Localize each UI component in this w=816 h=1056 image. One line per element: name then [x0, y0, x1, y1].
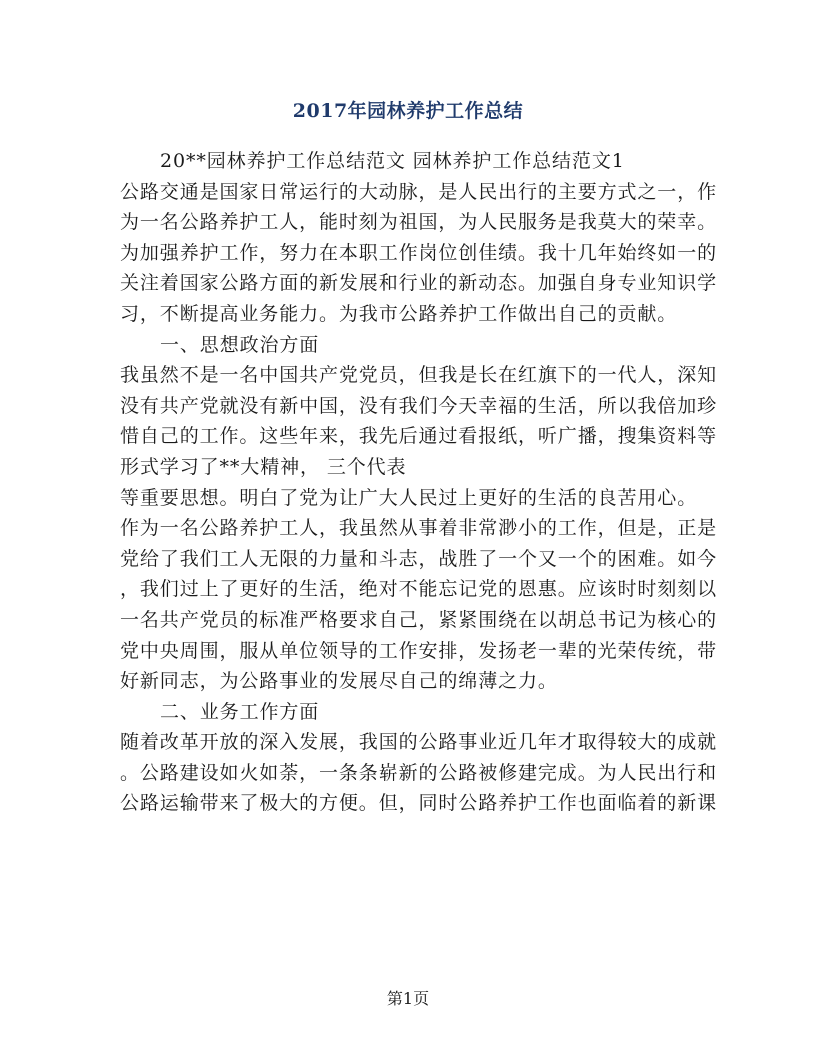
paragraph-line: 作为一名公路养护工人，我虽然从事着非常渺小的工作，但是，正是 — [120, 517, 718, 540]
paragraph-line: 。公路建设如火如荼，一条条崭新的公路被修建完成。为人民出行和 — [120, 761, 718, 784]
paragraph-line: 为加强养护工作，努力在本职工作岗位创佳绩。我十几年始终如一的 — [120, 241, 718, 264]
paragraph-line: 为一名公路养护工人，能时刻为祖国，为人民服务是我莫大的荣幸。 — [120, 211, 718, 234]
paragraph-line: 党给了我们工人无限的力量和斗志，战胜了一个又一个的困难。如今 — [120, 547, 718, 570]
paragraph-line: ，我们过上了更好的生活，绝对不能忘记党的恩惠。应该时时刻刻以 — [120, 578, 718, 601]
paragraph-line: 好新同志，为公路事业的发展尽自己的绵薄之力。 — [120, 670, 558, 693]
paragraph-line: 随着改革开放的深入发展，我国的公路事业近几年才取得较大的成就 — [120, 731, 718, 754]
paragraph-line: 惜自己的工作。这些年来，我先后通过看报纸，听广播，搜集资料等 — [120, 425, 718, 448]
paragraph-line: 我虽然不是一名中国共产党党员，但我是长在红旗下的一代人，深知 — [120, 364, 718, 387]
paragraph-line: 一名共产党员的标准严格要求自己，紧紧围绕在以胡总书记为核心的 — [120, 608, 718, 631]
page-number: 第1页 — [386, 989, 430, 1008]
paragraph-line: 20**园林养护工作总结范文 园林养护工作总结范文1 — [160, 150, 625, 172]
section-heading: 二、业务工作方面 — [160, 700, 320, 723]
paragraph-line: 习，不断提高业务能力。为我市公路养护工作做出自己的贡献。 — [120, 302, 678, 325]
paragraph-line: 党中央周围，服从单位领导的工作安排，发扬老一辈的光荣传统，带 — [120, 639, 718, 662]
paragraph-line: 形式学习了**大精神， 三个代表 — [120, 455, 407, 478]
paragraph-line: 没有共产党就没有新中国，没有我们今天幸福的生活，所以我倍加珍 — [120, 394, 718, 417]
section-heading: 一、思想政治方面 — [160, 333, 320, 356]
paragraph-line: 公路交通是国家日常运行的大动脉，是人民出行的主要方式之一，作 — [120, 180, 718, 203]
document-title: 2017年园林养护工作总结 — [292, 100, 524, 122]
paragraph-line: 关注着国家公路方面的新发展和行业的新动态。加强自身专业知识学 — [120, 272, 718, 295]
paragraph-line: 公路运输带来了极大的方便。但，同时公路养护工作也面临着的新课 — [120, 792, 718, 815]
paragraph-line: 等重要思想。明白了党为让广大人民过上更好的生活的良苦用心。 — [120, 486, 698, 509]
document-body — [120, 146, 718, 819]
